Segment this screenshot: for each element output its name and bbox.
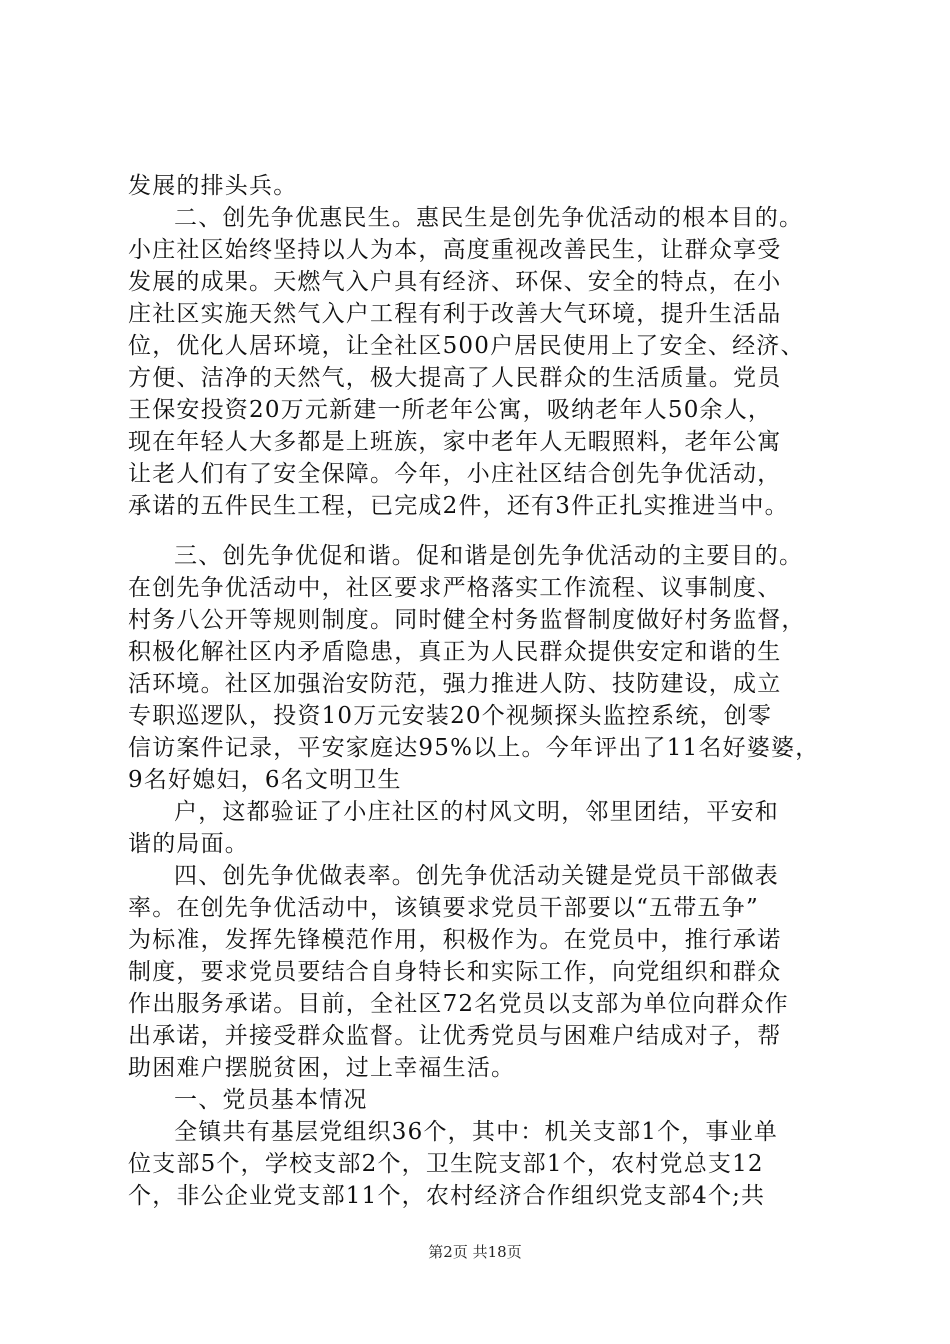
text-line: 出承诺，并接受群众监督。让优秀党员与困难户结成对子，帮 [128, 1023, 782, 1049]
text-line: 方便、洁净的天然气，极大提高了人民群众的生活质量。党员 [128, 365, 782, 391]
text-line: 助困难户摆脱贫困，过上幸福生活。 [128, 1055, 516, 1081]
text-line: 积极化解社区内矛盾隐患，真正为人民群众提供安定和谐的生 [128, 639, 782, 665]
text-line: 9名好媳妇，6名文明卫生 [128, 767, 402, 793]
text-line: 庄社区实施天然气入户工程有利于改善大气环境，提升生活品 [128, 301, 782, 327]
text-line: 发展的成果。天燃气入户具有经济、环保、安全的特点，在小 [128, 269, 782, 295]
text-line: 信访案件记录，平安家庭达95%以上。今年评出了11名好婆婆， [128, 735, 820, 761]
text-line: 在创先争优活动中，社区要求严格落实工作流程、议事制度、 [128, 575, 782, 601]
paragraph-heading-line: 三、创先争优促和谐。促和谐是创先争优活动的主要目的。 [174, 543, 804, 569]
text-line: 作出服务承诺。目前，全社区72名党员以支部为单位向群众作 [128, 991, 789, 1017]
text-line: 位支部5个，学校支部2个，卫生院支部1个，农村党总支12 [128, 1151, 764, 1177]
page-number-footer: 第2页 共18页 [428, 1243, 522, 1261]
text-line: 谐的局面。 [128, 831, 249, 857]
paragraph-heading-line: 四、创先争优做表率。创先争优活动关键是党员干部做表 [174, 863, 779, 889]
text-line: 让老人们有了安全保障。今年，小庄社区结合创先争优活动， [128, 461, 782, 487]
text-line: 专职巡逻队，投资10万元安装20个视频探头监控系统，创零 [128, 703, 773, 729]
text-line: 小庄社区始终坚持以人为本，高度重视改善民生，让群众享受 [128, 237, 782, 263]
text-line: 位，优化人居环境，让全社区500户居民使用上了安全、经济、 [128, 333, 805, 359]
paragraph-heading-line: 二、创先争优惠民生。惠民生是创先争优活动的根本目的。 [174, 205, 804, 231]
text-line: 发展的排头兵。 [128, 173, 298, 199]
text-line: 户，这都验证了小庄社区的村风文明，邻里团结，平安和 [174, 799, 779, 825]
text-line: 现在年轻人大多都是上班族，家中老年人无暇照料，老年公寓 [128, 429, 782, 455]
text-line: 承诺的五件民生工程，已完成2件，还有3件正扎实推进当中。 [128, 493, 789, 519]
text-line: 个，非公企业党支部11个，农村经济合作组织党支部4个;共 [128, 1183, 766, 1209]
text-line: 制度，要求党员要结合自身特长和实际工作，向党组织和群众 [128, 959, 782, 985]
text-line: 村务八公开等规则制度。同时健全村务监督制度做好村务监督， [128, 607, 806, 633]
text-line: 为标准，发挥先锋模范作用，积极作为。在党员中，推行承诺 [128, 927, 782, 953]
section-heading: 一、党员基本情况 [174, 1087, 368, 1113]
text-line: 王保安投资20万元新建一所老年公寓，吸纳老年人50余人， [128, 397, 773, 423]
text-line: 率。在创先争优活动中，该镇要求党员干部要以“五带五争” [128, 895, 759, 921]
text-line: 全镇共有基层党组织36个，其中：机关支部1个，事业单 [174, 1119, 779, 1145]
text-line: 活环境。社区加强治安防范，强力推进人防、技防建设，成立 [128, 671, 782, 697]
